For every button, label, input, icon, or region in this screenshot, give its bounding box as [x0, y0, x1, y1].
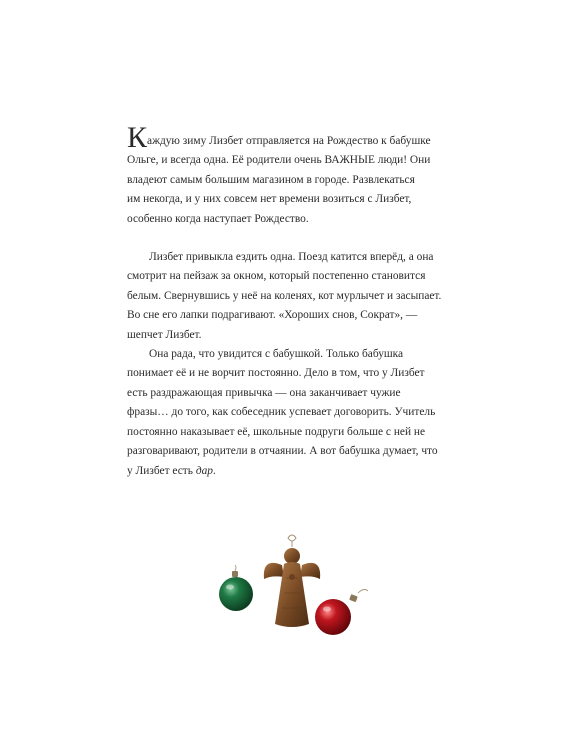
- story-text: [127, 121, 477, 481]
- paragraph-3-line-7: у Лизбет есть дар.: [127, 464, 216, 477]
- paragraph-1-line-3: владеют самым большим магазином в городе. Развлекаться: [127, 173, 415, 186]
- red-ornament-icon: [315, 589, 368, 635]
- paragraph-3-line-5: постоянно наказывает её, школьные подруги больше с ней не: [127, 425, 426, 438]
- paragraph-1-line-4: им некогда, и у них совсем нет времени возиться с Лизбет,: [127, 193, 412, 206]
- drop-cap: К: [127, 121, 148, 154]
- paragraph-1: [127, 121, 477, 229]
- angel-figurine-icon: [264, 535, 320, 627]
- paragraph-2-line-5: шепчет Лизбет.: [127, 328, 202, 341]
- paragraph-3: [127, 345, 477, 481]
- paragraph-1-line-2: Ольге, и всегда одна. Её родители очень ВАЖНЫЕ люди! Они: [127, 154, 431, 167]
- paragraph-1-line-5: особенно когда наступает Рождество.: [127, 212, 309, 225]
- paragraph-3-line-2: понимает её и не ворчит постоянно. Дело в том, что у Лизбет: [127, 367, 425, 380]
- italic-word: дар: [195, 464, 213, 477]
- christmas-ornaments-illustration: [212, 533, 372, 645]
- paragraph-3-line-3: есть раздражающая привычка — она заканчивает чужие: [127, 386, 401, 399]
- paragraph-2-line-1: Лизбет привыкла ездить одна. Поезд катится вперёд, а она: [149, 251, 434, 264]
- paragraph-3-line-6: разговаривают, родители в отчаянии. А вот бабушка думает, что: [127, 445, 438, 458]
- paragraph-2-line-2: смотрит на пейзаж за окном, который постепенно становится: [127, 270, 426, 283]
- paragraph-3-line-4: фразы… до того, как собеседник успевает договорить. Учитель: [127, 406, 436, 419]
- green-ornament-icon: [219, 565, 253, 611]
- paragraph-2-line-3: белым. Свернувшись у неё на коленях, кот мурлычет и засыпает.: [127, 289, 442, 302]
- paragraph-2: [127, 248, 477, 345]
- paragraph-2-line-4: Во сне его лапки подрагивают. «Хороших снов, Сократ», —: [127, 309, 418, 322]
- paragraph-1-line-1: Каждую зиму Лизбет отправляется на Рождество к бабушке: [127, 121, 431, 154]
- paragraph-3-line-1: Она рада, что увидится с бабушкой. Только бабушка: [149, 348, 404, 361]
